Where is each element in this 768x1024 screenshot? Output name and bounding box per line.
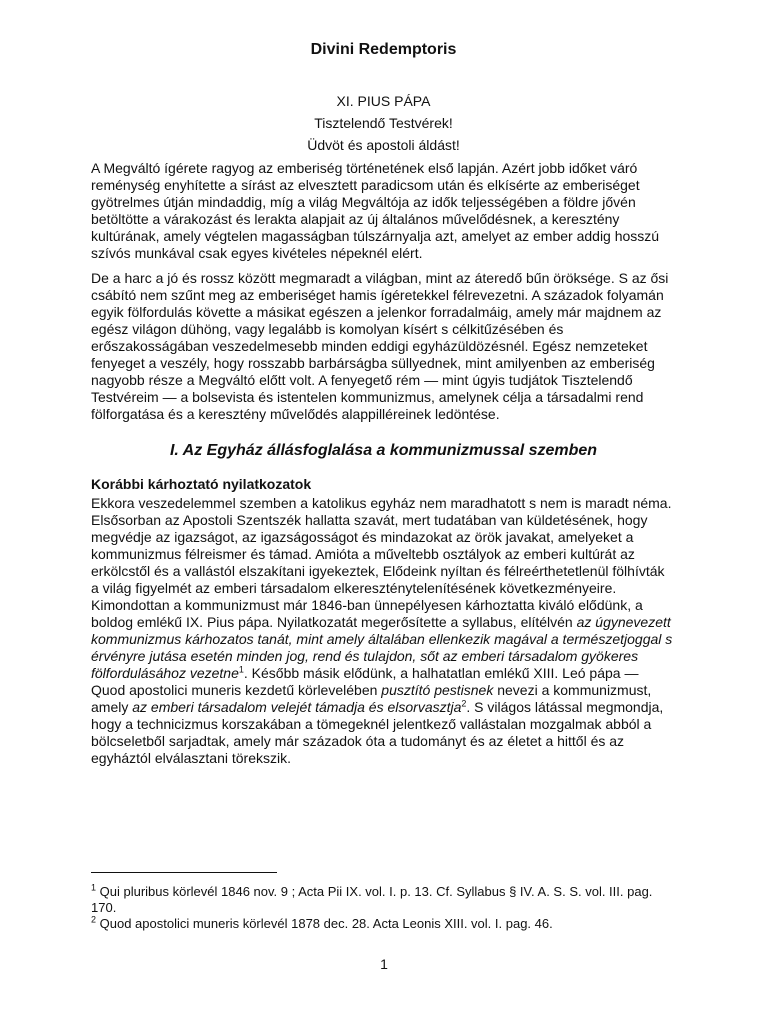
italic-quote: az emberi társadalom velejét támadja és elsorvasztja bbox=[132, 699, 462, 715]
italic-quote: az úgynevezett kommunizmus kárhozatos tanát, mint amely általában ellenkezik magával a természetjoggal s érvényre jutása esetén minden jog, rend és tulajdon, sőt az emberi társadalom gyökeres fölfordulásához vezetne bbox=[91, 614, 673, 681]
subheading: Korábbi kárhoztató nyilatkozatok bbox=[91, 476, 312, 492]
footnote-separator bbox=[91, 872, 277, 873]
footnote-mark: 2 bbox=[91, 914, 97, 925]
document-title: Divini Redemptoris bbox=[310, 41, 457, 58]
footnote-2 bbox=[91, 916, 676, 932]
section-heading: I. Az Egyház állásfoglalása a kommunizmussal szemben bbox=[169, 442, 598, 459]
intro-paragraph-2: De a harc a jó és rossz között megmaradt a világban, mint az áteredő bűn öröksége. S az ősi csábító nem szűnt meg az emberiséget hamis ígéretekkel félrevezetni. A századok folyamán egyik fölfordulás követte a másikat egészen a jelenkor forradalmáig, amely már majdnem az egész világon dühöng, vagy legalább is komolyan kísért s célkitűzésében és erőszakosságában veszedelmesebb minden eddigi egyházüldözésnél. Egész nemzeteket fenyeget a veszély, hogy rosszabb barbárságba süllyednek, mint amilyenben az emberiség nagyobb része a Megváltó előtt volt. A fenyegető rém — mint úgyis tudjátok Tisztelendő Testvéreim — a bolsevista és istentelen kommunizmus, amelynek célja a társadalmi rend fölforgatása és a keresztény művelődés alappilléreinek ledöntése. bbox=[91, 270, 669, 422]
paragraph-text: . S világos látással megmondja, hogy a technicizmus korszakában a tömegeknél jelentkező vallástalan mozgalmak abból a bölcseletből sarjadtak, amely már századok óta a tudományt és az életet a hittől és az egyháztól elválasztani törekszik. bbox=[91, 699, 664, 766]
paragraph-text: nevezi a kommunizmust, amely bbox=[91, 682, 652, 715]
page-number: 1 bbox=[380, 956, 388, 972]
footnote-mark: 1 bbox=[91, 882, 97, 893]
paragraph-text: . Később másik elődünk, a halhatatlan emlékű XIII. Leó pápa — Quod apostolici muneris kezdetű körlevelében bbox=[91, 665, 639, 698]
document-page bbox=[91, 40, 676, 775]
footnote-text: Quod apostolici muneris körlevél 1878 dec. 28. Acta Leonis XIII. vol. I. pag. 46. bbox=[96, 916, 553, 931]
address-line: Tisztelendő Testvérek! bbox=[314, 115, 453, 131]
author-line: XI. PIUS PÁPA bbox=[336, 93, 431, 109]
section-paragraph bbox=[91, 495, 676, 767]
italic-quote: pusztító pestisnek bbox=[381, 682, 494, 698]
footnote-text: Qui pluribus körlevél 1846 nov. 9 ; Acta Pii IX. vol. I. p. 13. Cf. Syllabus § IV. A. S. S. vol. III. pag. 170. bbox=[91, 884, 653, 915]
footnote-1 bbox=[91, 884, 676, 916]
footnote-ref-1: 1 bbox=[238, 664, 244, 675]
intro-paragraph-1: A Megváltó ígérete ragyog az emberiség történetének első lapján. Azért jobb időket váró reménység enyhítette a sírást az elvesztett paradicsom után és elkísérte az emberiséget gyötrelmes útján mindaddig, míg a világ Megváltója az idők teljességében a földre jővén betöltötte a várakozást és lerakta alapjait az új általános művelődésnek, a keresztény kultúrának, amely végtelen magasságban túlszárnyalja azt, amelyet az ember addig hosszú szívós munkával csak egyes kivételes népeknél elért. bbox=[91, 160, 660, 261]
footnotes bbox=[91, 884, 676, 932]
salutation-block bbox=[91, 90, 676, 156]
footnote-ref-2: 2 bbox=[461, 698, 467, 709]
paragraph-text: Ekkora veszedelemmel szemben a katolikus egyház nem maradhatott s nem is maradt néma. Elsősorban az Apostoli Szentszék hallatta szavát, mert tudatában van küldetésének, hogy megvédje az igazságot, az igazságosságot és mindazokat az örök javakat, amelyeket a kommunizmus félreismer és támad. Amióta a műveltebb osztályok az emberi kultúrát az erkölcstől és a vallástól elszakítani igyekeztek, Elődeink nyíltan és félreérthetetlenül fölhívták a világ figyelmét az emberi társadalom elkereszténytelenítésének következményeire. Kimondottan a kommunizmust már 1846-ban ünnepélyesen kárhoztatta kiváló elődünk, a boldog emlékű IX. Pius pápa. Nyilatkozatát megerősítette a syllabus, elítélvén bbox=[91, 495, 672, 630]
greeting-line: Üdvöt és apostoli áldást! bbox=[307, 137, 460, 153]
